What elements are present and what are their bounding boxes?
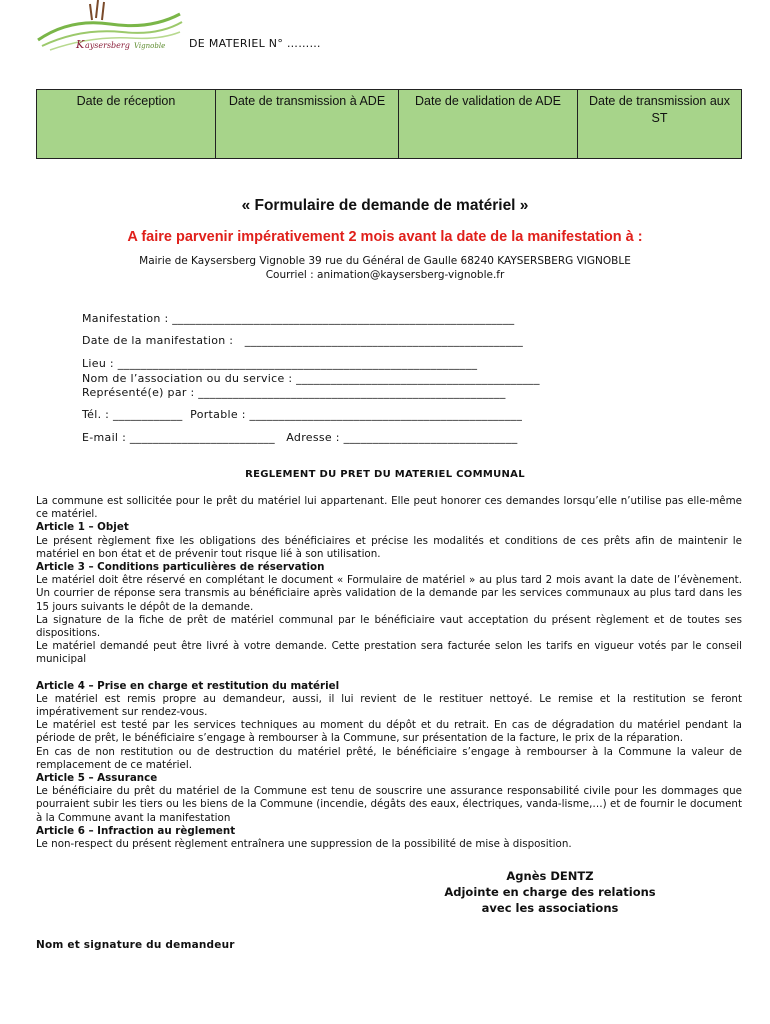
requester-signature-label: Nom et signature du demandeur bbox=[36, 939, 235, 951]
regulation-body bbox=[36, 495, 742, 851]
signatory-role: Adjointe en charge des relations bbox=[444, 885, 656, 899]
article-3-paragraph: Le matériel demandé peut être livré à votre demande. Cette prestation sera facturée selon les tarifs en vigueur votés par le conseil municipal bbox=[36, 640, 742, 666]
document-number: DE MATERIEL N° ……… bbox=[189, 37, 321, 50]
field-represente[interactable]: Représenté(e) par : _____________________________________________________ bbox=[82, 386, 506, 399]
article-4-paragraph: Le matériel est testé par les services techniques au moment du dépôt et du retrait. En cas de dégradation du matériel pendant la période de prêt, le bénéficiaire s’engage à rembourser à la Commune, sur présentation de la facture, le prix de la réparation. bbox=[36, 719, 742, 745]
field-telephone[interactable]: Tél. : ____________ Portable : _______________________________________________ bbox=[82, 408, 523, 421]
signatory-name: Agnès DENTZ bbox=[506, 869, 594, 883]
signatory-role: avec les associations bbox=[481, 901, 619, 915]
col-date-transmission-st: Date de transmission aux ST bbox=[578, 90, 742, 159]
article-4-paragraph: Le matériel est remis propre au demandeur, aussi, il lui revient de le restituer nettoyé. Le remise et la restitution se feront impérativement sur rendez-vous. bbox=[36, 692, 742, 719]
article-5-title: Article 5 – Assurance bbox=[36, 772, 158, 785]
field-date-manifestation[interactable]: Date de la manifestation : ________________________________________________ bbox=[82, 334, 524, 347]
article-6-title: Article 6 – Infraction au règlement bbox=[36, 824, 236, 837]
col-date-transmission-ade: Date de transmission à ADE bbox=[216, 90, 399, 159]
form-title: « Formulaire de demande de matériel » bbox=[241, 197, 529, 214]
kaysersberg-logo bbox=[30, 0, 188, 54]
address-line: Mairie de Kaysersberg Vignoble 39 rue du Général de Gaulle 68240 KAYSERSBERG VIGNOBLE bbox=[139, 255, 631, 267]
svg-text:Vignoble: Vignoble bbox=[134, 42, 166, 50]
svg-text:K: K bbox=[76, 38, 85, 51]
article-4-title: Article 4 – Prise en charge et restitution du matériel bbox=[36, 679, 340, 692]
tracking-table bbox=[36, 89, 742, 159]
field-lieu[interactable]: Lieu : ______________________________________________________________ bbox=[82, 357, 478, 370]
email-line: Courriel : animation@kaysersberg-vignoble.fr bbox=[265, 269, 505, 281]
mairie-address bbox=[0, 254, 770, 282]
article-1-text: Le présent règlement fixe les obligations des bénéficiaires et précise les modalités et conditions de ces prêts afin de maintenir le matériel en bon état et de prévenir tout risque lié à son utilisation. bbox=[36, 534, 742, 560]
article-3-paragraph: La signature de la fiche de prêt de matériel communal par le bénéficiaire vaut acceptation du présent règlement et de toutes ses dispositions. bbox=[36, 613, 742, 640]
deadline-notice: A faire parvenir impérativement 2 mois avant la date de la manifestation à : bbox=[127, 229, 643, 245]
field-association[interactable]: Nom de l’association ou du service : __________________________________________ bbox=[82, 372, 540, 385]
article-4-paragraph: En cas de non restitution ou de destruction du matériel prêté, le bénéficiaire s’engage à rembourser à la Commune la valeur de remplacement de ce matériel. bbox=[36, 745, 742, 771]
col-date-reception: Date de réception bbox=[37, 90, 216, 159]
article-6-text: Le non-respect du présent règlement entraînera une suppression de la possibilité de mise à disposition. bbox=[36, 838, 572, 851]
regulation-intro: La commune est sollicitée pour le prêt du matériel lui appartenant. Elle peut honorer ces demandes lorsqu’elle n’utilise pas elle-même ce matériel. bbox=[36, 495, 742, 521]
field-email-address[interactable]: E-mail : _________________________ Adresse : ______________________________ bbox=[82, 431, 518, 444]
signatory-block bbox=[0, 868, 770, 916]
regulation-title: REGLEMENT DU PRET DU MATERIEL COMMUNAL bbox=[245, 469, 525, 480]
article-3-title: Article 3 – Conditions particulières de réservation bbox=[36, 561, 325, 574]
article-3-paragraph: Le matériel doit être réservé en complétant le document « Formulaire de matériel » au plus tard 2 mois avant la date de l’évènement. Un courrier de réponse sera transmis au bénéficiaire après validation de la demande par les services communaux au plus tard dans les 15 jours suivants le dépôt de la demande. bbox=[36, 574, 742, 613]
svg-text:aysersberg: aysersberg bbox=[85, 41, 130, 50]
article-1-title: Article 1 – Objet bbox=[36, 521, 129, 534]
field-manifestation[interactable]: Manifestation : ___________________________________________________________ bbox=[82, 312, 515, 325]
col-date-validation-ade: Date de validation de ADE bbox=[399, 90, 578, 159]
article-5-text: Le bénéficiaire du prêt du matériel de la Commune est tenu de souscrire une assurance responsabilité civile pour les dommages que pourraient subir les tiers ou les biens de la Commune (incendie, dégâts des eaux, électriques, vanda-lisme,…) et de fournir le document à la Commune avant la manifestation bbox=[36, 785, 742, 824]
table-row bbox=[37, 90, 742, 159]
